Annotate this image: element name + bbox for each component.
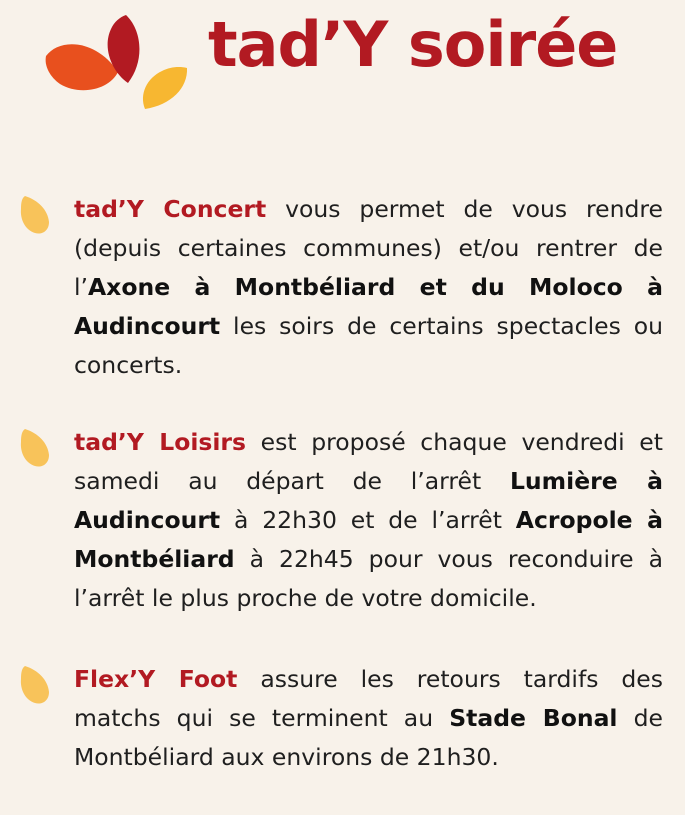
service-description: à 22h30 et de l’arrêt — [220, 506, 516, 534]
list-item-tady-concert — [14, 190, 674, 385]
service-locations: Axone à Montbéliard et du Moloco à Audincourt — [74, 273, 663, 340]
orange-leaf-icon — [46, 44, 118, 90]
service-description: de Montbéliard aux environs de 21h30. — [74, 704, 663, 771]
service-name: Flex’Y Foot — [74, 665, 238, 693]
list-item-tady-loisirs — [14, 423, 674, 618]
service-description: est proposé chaque vendredi et samedi au départ de l’arrêt — [74, 428, 663, 495]
yellow-leaf-bullet-icon — [18, 192, 52, 236]
service-description: à 22h45 pour vous reconduire à l’arrêt le plus proche de votre domicile. — [74, 545, 663, 612]
service-name: tad’Y Loisirs — [74, 428, 247, 456]
list-item-text — [74, 660, 663, 777]
stop-name: Lumière à Audincourt — [74, 467, 663, 534]
page-title: tad’Y soirée — [208, 8, 618, 81]
service-name: tad’Y Concert — [74, 195, 267, 223]
yellow-leaf-bullet-icon — [18, 425, 52, 469]
list-item-text — [74, 190, 663, 385]
service-description: les soirs de certains spectacles ou concerts. — [74, 312, 663, 379]
service-description: vous permet de vous rendre (depuis certaines communes) et/ou rentrer de l’ — [74, 195, 663, 301]
yellow-leaf-bullet-icon — [18, 662, 52, 706]
stadium-name: Stade Bonal — [449, 704, 618, 732]
stop-name: Acropole à Montbéliard — [74, 506, 663, 573]
yellow-leaf-icon — [143, 67, 187, 109]
three-leaves-logo-icon — [42, 10, 192, 112]
list-item-flexy-foot — [14, 660, 674, 777]
service-description: assure les retours tardifs des matchs qui se terminent au — [74, 665, 663, 732]
list-item-text — [74, 423, 663, 618]
service-list — [14, 190, 674, 815]
header — [0, 0, 685, 130]
